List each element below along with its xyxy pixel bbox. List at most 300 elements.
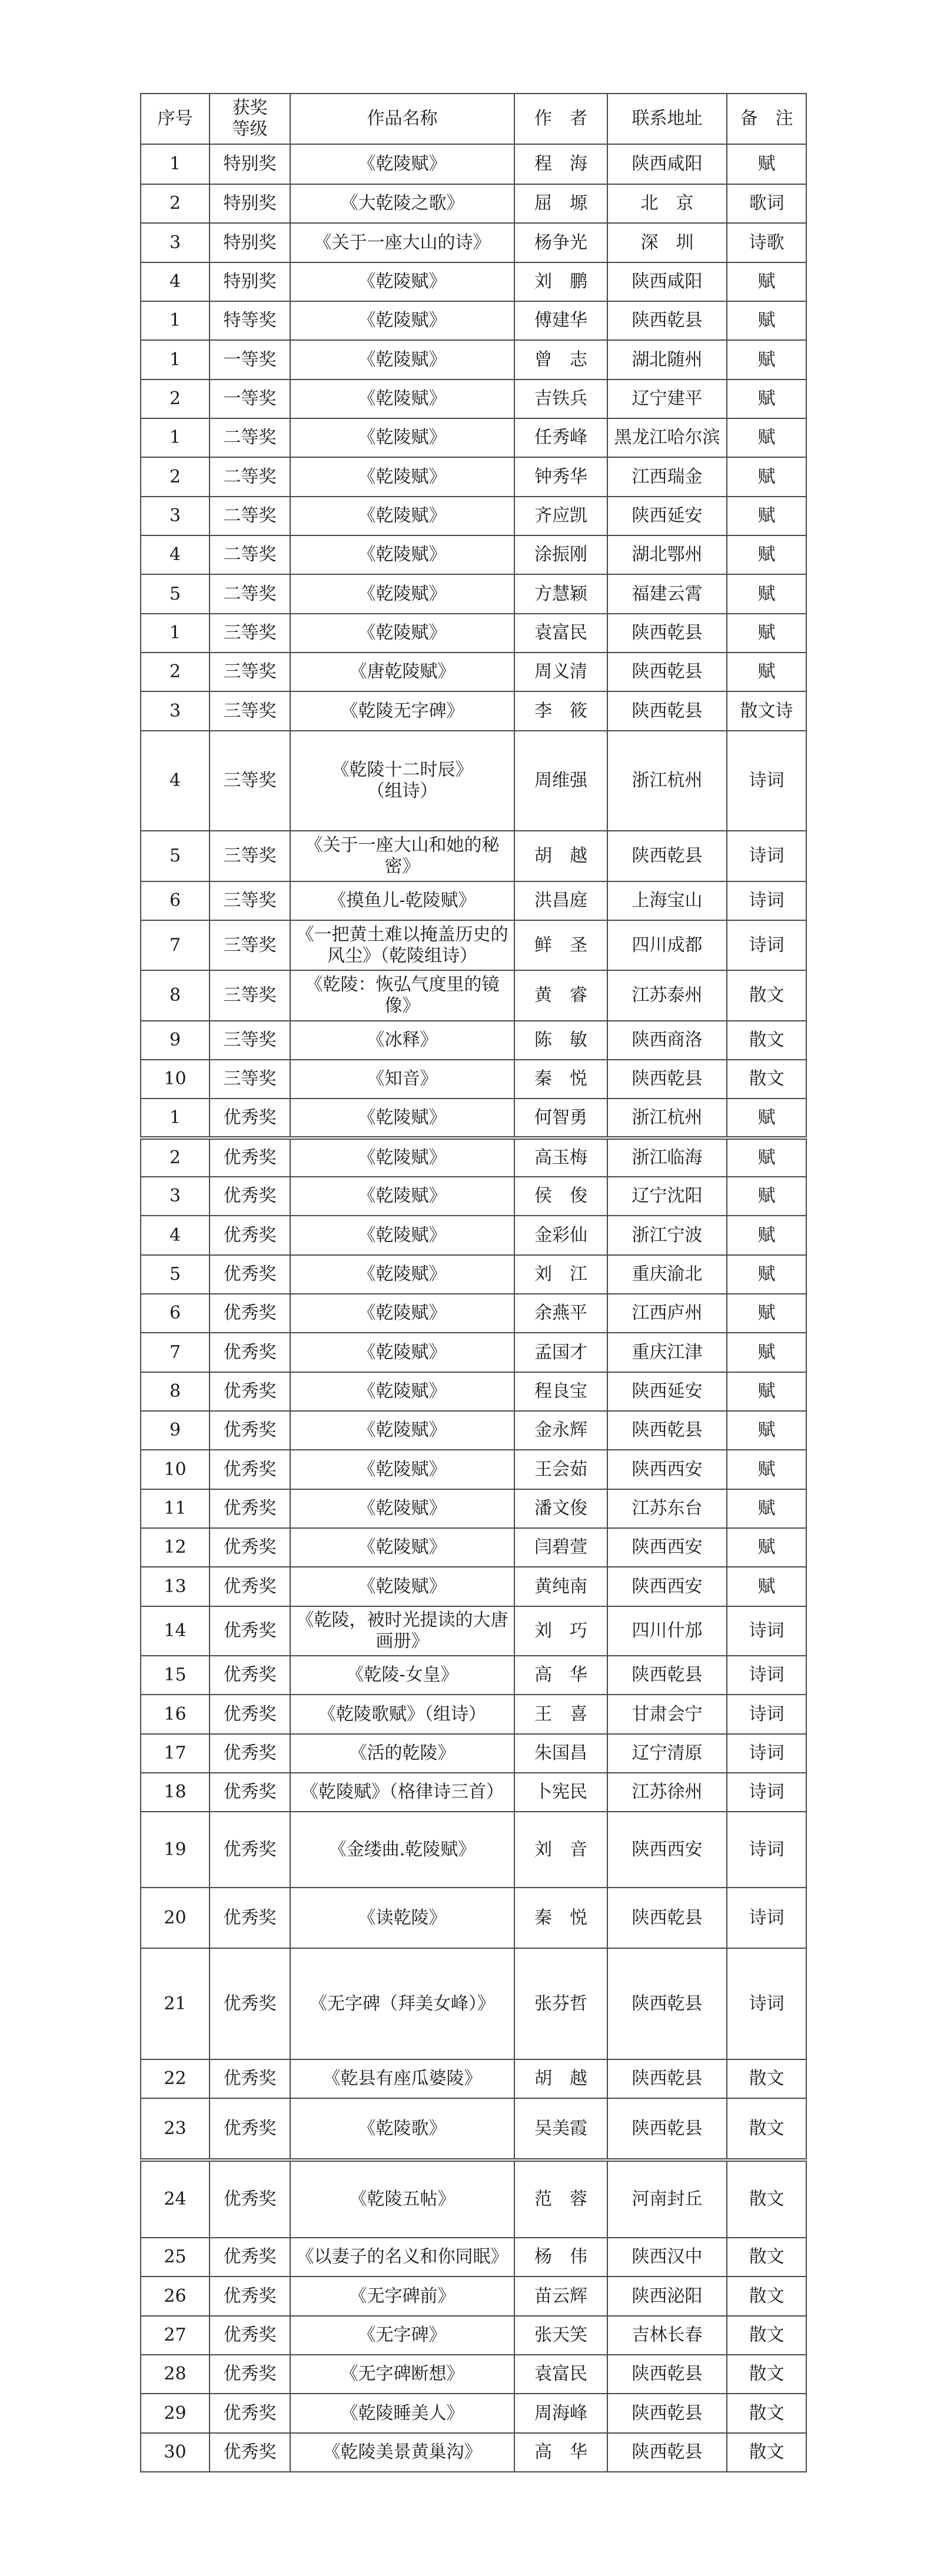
cell-level: 优秀奖 xyxy=(210,2316,290,2355)
cell-title: 《冰释》 xyxy=(290,1021,514,1060)
cell-note: 赋 xyxy=(727,574,806,614)
cell-title: 《唐乾陵赋》 xyxy=(290,653,514,691)
cell-author: 何智勇 xyxy=(514,1099,607,1138)
cell-title: 《乾陵十二时辰》 （组诗） xyxy=(290,731,514,831)
cell-title: 《乾陵赋》 xyxy=(290,497,514,535)
cell-level: 二等奖 xyxy=(210,418,290,457)
cell-note: 赋 xyxy=(727,1450,806,1489)
cell-no: 25 xyxy=(141,2238,210,2277)
cell-note: 散文 xyxy=(727,2238,806,2277)
cell-author: 洪昌庭 xyxy=(514,881,607,920)
cell-author: 王 喜 xyxy=(514,1695,607,1734)
cell-address: 浙江宁波 xyxy=(607,1216,727,1255)
table-row xyxy=(141,301,806,340)
cell-no: 8 xyxy=(141,1372,210,1411)
cell-title: 《无字碑前》 xyxy=(290,2277,514,2316)
cell-address: 陕西乾县 xyxy=(607,1888,727,1948)
cell-note: 散文 xyxy=(727,2277,806,2316)
table-row xyxy=(141,920,806,970)
cell-address: 吉林长春 xyxy=(607,2316,727,2355)
cell-author: 孟国才 xyxy=(514,1333,607,1372)
table-row xyxy=(141,1333,806,1372)
cell-title: 《乾陵赋》 xyxy=(290,535,514,574)
cell-no: 4 xyxy=(141,731,210,831)
cell-note: 赋 xyxy=(727,340,806,380)
cell-level: 优秀奖 xyxy=(210,1695,290,1734)
cell-author: 黄 睿 xyxy=(514,970,607,1021)
cell-author: 李 筱 xyxy=(514,691,607,731)
table-row xyxy=(141,1021,806,1060)
cell-title: 《金缕曲.乾陵赋》 xyxy=(290,1812,514,1888)
cell-no: 4 xyxy=(141,262,210,301)
cell-no: 9 xyxy=(141,1411,210,1450)
table-row xyxy=(141,2355,806,2394)
table-row xyxy=(141,262,806,301)
cell-note: 散文 xyxy=(727,1021,806,1060)
cell-no: 30 xyxy=(141,2433,210,2472)
header-level-text: 获奖 等级 xyxy=(232,98,268,139)
cell-address: 江苏泰州 xyxy=(607,970,727,1021)
cell-author: 秦 悦 xyxy=(514,1060,607,1099)
table-row xyxy=(141,2098,806,2160)
cell-level: 三等奖 xyxy=(210,970,290,1021)
table-row xyxy=(141,731,806,831)
cell-note: 赋 xyxy=(727,1099,806,1138)
cell-note: 赋 xyxy=(727,144,806,184)
cell-level: 优秀奖 xyxy=(210,1773,290,1812)
cell-level: 特别奖 xyxy=(210,184,290,223)
cell-title: 《乾陵：恢弘气度里的镜像》 xyxy=(290,970,514,1021)
cell-author: 程 海 xyxy=(514,144,607,184)
cell-address: 陕西乾县 xyxy=(607,301,727,340)
cell-no: 9 xyxy=(141,1021,210,1060)
cell-note: 赋 xyxy=(727,1411,806,1450)
cell-note: 赋 xyxy=(727,1294,806,1333)
cell-address: 浙江临海 xyxy=(607,1138,727,1177)
cell-author: 方慧颖 xyxy=(514,574,607,614)
cell-note: 赋 xyxy=(727,301,806,340)
cell-no: 7 xyxy=(141,1333,210,1372)
cell-note: 赋 xyxy=(727,380,806,418)
cell-address: 四川成都 xyxy=(607,920,727,970)
cell-address: 陕西乾县 xyxy=(607,691,727,731)
cell-no: 23 xyxy=(141,2098,210,2160)
cell-author: 秦 悦 xyxy=(514,1888,607,1948)
cell-level: 优秀奖 xyxy=(210,1812,290,1888)
cell-title: 《乾陵赋》 xyxy=(290,1450,514,1489)
cell-level: 特别奖 xyxy=(210,144,290,184)
cell-title: 《活的乾陵》 xyxy=(290,1734,514,1773)
cell-address: 陕西西安 xyxy=(607,1567,727,1606)
cell-no: 3 xyxy=(141,223,210,262)
cell-title: 《乾陵赋》 xyxy=(290,1216,514,1255)
table-row xyxy=(141,1734,806,1773)
cell-title: 《乾陵赋》 xyxy=(290,574,514,614)
cell-note: 诗词 xyxy=(727,1888,806,1948)
cell-address: 重庆渝北 xyxy=(607,1255,727,1294)
cell-no: 1 xyxy=(141,301,210,340)
cell-author: 余燕平 xyxy=(514,1294,607,1333)
cell-address: 陕西西安 xyxy=(607,1812,727,1888)
table-row xyxy=(141,2316,806,2355)
cell-no: 2 xyxy=(141,380,210,418)
cell-no: 11 xyxy=(141,1489,210,1528)
cell-level: 优秀奖 xyxy=(210,1372,290,1411)
cell-note: 赋 xyxy=(727,535,806,574)
cell-title: 《乾陵赋》 xyxy=(290,1528,514,1567)
cell-level: 特等奖 xyxy=(210,301,290,340)
cell-note: 散文 xyxy=(727,2098,806,2160)
table-row xyxy=(141,1528,806,1567)
cell-no: 14 xyxy=(141,1606,210,1656)
cell-title: 《乾陵赋》 xyxy=(290,1411,514,1450)
cell-address: 陕西汉中 xyxy=(607,2238,727,2277)
cell-note: 诗词 xyxy=(727,1948,806,2059)
cell-address: 河南封丘 xyxy=(607,2160,727,2238)
cell-note: 散文 xyxy=(727,2394,806,2433)
cell-author: 周义清 xyxy=(514,653,607,691)
cell-author: 程良宝 xyxy=(514,1372,607,1411)
cell-level: 优秀奖 xyxy=(210,1567,290,1606)
cell-note: 诗词 xyxy=(727,1695,806,1734)
cell-no: 22 xyxy=(141,2059,210,2098)
table-row xyxy=(141,535,806,574)
header-row xyxy=(141,94,806,144)
cell-no: 26 xyxy=(141,2277,210,2316)
cell-note: 赋 xyxy=(727,1333,806,1372)
table-row xyxy=(141,144,806,184)
table-row xyxy=(141,1695,806,1734)
cell-title: 《无字碑断想》 xyxy=(290,2355,514,2394)
cell-address: 福建云霄 xyxy=(607,574,727,614)
cell-address: 辽宁清原 xyxy=(607,1734,727,1773)
cell-no: 27 xyxy=(141,2316,210,2355)
cell-note: 诗歌 xyxy=(727,223,806,262)
cell-note: 诗词 xyxy=(727,920,806,970)
cell-no: 29 xyxy=(141,2394,210,2433)
cell-title: 《乾陵赋》 xyxy=(290,262,514,301)
cell-level: 三等奖 xyxy=(210,1060,290,1099)
cell-address: 陕西咸阳 xyxy=(607,144,727,184)
header-address: 联系地址 xyxy=(607,94,727,144)
cell-level: 三等奖 xyxy=(210,691,290,731)
cell-note: 赋 xyxy=(727,1138,806,1177)
cell-level: 优秀奖 xyxy=(210,1656,290,1695)
cell-no: 2 xyxy=(141,457,210,497)
cell-no: 10 xyxy=(141,1060,210,1099)
cell-author: 曾 志 xyxy=(514,340,607,380)
cell-note: 散文诗 xyxy=(727,691,806,731)
cell-note: 诗词 xyxy=(727,731,806,831)
table-row xyxy=(141,831,806,881)
award-list-table xyxy=(140,93,807,2472)
table-row xyxy=(141,970,806,1021)
cell-title: 《乾陵赋》 xyxy=(290,1489,514,1528)
table-row xyxy=(141,1099,806,1138)
cell-address: 陕西乾县 xyxy=(607,2355,727,2394)
cell-level: 二等奖 xyxy=(210,497,290,535)
cell-title: 《乾陵赋》 xyxy=(290,301,514,340)
cell-no: 10 xyxy=(141,1450,210,1489)
cell-note: 赋 xyxy=(727,418,806,457)
cell-no: 3 xyxy=(141,691,210,731)
cell-author: 胡 越 xyxy=(514,831,607,881)
table-row xyxy=(141,2160,806,2238)
cell-author: 黄纯南 xyxy=(514,1567,607,1606)
cell-title: 《乾陵歌赋》（组诗） xyxy=(290,1695,514,1734)
cell-title: 《关于一座大山和她的秘密》 xyxy=(290,831,514,881)
cell-address: 陕西西安 xyxy=(607,1450,727,1489)
cell-no: 13 xyxy=(141,1567,210,1606)
cell-author: 金永辉 xyxy=(514,1411,607,1450)
table-row xyxy=(141,2059,806,2098)
cell-author: 刘 巧 xyxy=(514,1606,607,1656)
cell-note: 赋 xyxy=(727,262,806,301)
cell-level: 优秀奖 xyxy=(210,1606,290,1656)
cell-address: 陕西乾县 xyxy=(607,2394,727,2433)
cell-address: 陕西泌阳 xyxy=(607,2277,727,2316)
cell-title: 《知音》 xyxy=(290,1060,514,1099)
cell-level: 一等奖 xyxy=(210,380,290,418)
cell-note: 赋 xyxy=(727,614,806,653)
cell-author: 胡 越 xyxy=(514,2059,607,2098)
cell-author: 杨 伟 xyxy=(514,2238,607,2277)
cell-note: 赋 xyxy=(727,457,806,497)
table-row xyxy=(141,1656,806,1695)
cell-note: 赋 xyxy=(727,653,806,691)
cell-note: 诗词 xyxy=(727,831,806,881)
cell-level: 二等奖 xyxy=(210,574,290,614)
table-row xyxy=(141,1372,806,1411)
cell-title: 《一把黄土难以掩盖历史的风尘》（乾陵组诗） xyxy=(290,920,514,970)
cell-address: 陕西乾县 xyxy=(607,1411,727,1450)
cell-note: 赋 xyxy=(727,1177,806,1216)
cell-address: 甘肃会宁 xyxy=(607,1695,727,1734)
cell-no: 1 xyxy=(141,1099,210,1138)
cell-author: 高玉梅 xyxy=(514,1138,607,1177)
cell-title: 《以妻子的名义和你同眠》 xyxy=(290,2238,514,2277)
cell-title: 《乾陵美景黄巢沟》 xyxy=(290,2433,514,2472)
table-row xyxy=(141,380,806,418)
table-row xyxy=(141,881,806,920)
cell-author: 王会茹 xyxy=(514,1450,607,1489)
cell-no: 6 xyxy=(141,1294,210,1333)
cell-title: 《读乾陵》 xyxy=(290,1888,514,1948)
cell-no: 28 xyxy=(141,2355,210,2394)
table-row xyxy=(141,614,806,653)
cell-author: 苗云辉 xyxy=(514,2277,607,2316)
header-level xyxy=(210,94,290,144)
cell-note: 散文 xyxy=(727,2316,806,2355)
table-row xyxy=(141,574,806,614)
cell-address: 辽宁建平 xyxy=(607,380,727,418)
cell-author: 张天笑 xyxy=(514,2316,607,2355)
cell-level: 优秀奖 xyxy=(210,2160,290,2238)
cell-title: 《大乾陵之歌》 xyxy=(290,184,514,223)
cell-author: 闫碧萱 xyxy=(514,1528,607,1567)
table-row xyxy=(141,457,806,497)
cell-level: 三等奖 xyxy=(210,1021,290,1060)
cell-note: 诗词 xyxy=(727,1656,806,1695)
table-row xyxy=(141,1411,806,1450)
cell-author: 鲜 圣 xyxy=(514,920,607,970)
table-row xyxy=(141,1773,806,1812)
cell-no: 4 xyxy=(141,535,210,574)
table-row xyxy=(141,497,806,535)
table-row xyxy=(141,1138,806,1177)
cell-title: 《摸鱼儿-乾陵赋》 xyxy=(290,881,514,920)
cell-no: 16 xyxy=(141,1695,210,1734)
cell-address: 陕西咸阳 xyxy=(607,262,727,301)
cell-title: 《乾陵歌》 xyxy=(290,2098,514,2160)
table-body xyxy=(141,144,806,2472)
table-row xyxy=(141,223,806,262)
cell-title: 《乾陵赋》 xyxy=(290,1567,514,1606)
cell-address: 陕西乾县 xyxy=(607,1656,727,1695)
cell-no: 7 xyxy=(141,920,210,970)
cell-no: 1 xyxy=(141,418,210,457)
cell-address: 北 京 xyxy=(607,184,727,223)
cell-author: 刘 音 xyxy=(514,1812,607,1888)
table-row xyxy=(141,1567,806,1606)
cell-no: 2 xyxy=(141,1138,210,1177)
table-row xyxy=(141,1606,806,1656)
cell-address: 陕西延安 xyxy=(607,1372,727,1411)
cell-address: 浙江杭州 xyxy=(607,731,727,831)
cell-note: 散文 xyxy=(727,2355,806,2394)
cell-level: 优秀奖 xyxy=(210,1734,290,1773)
table-row xyxy=(141,653,806,691)
cell-address: 黑龙江哈尔滨 xyxy=(607,418,727,457)
cell-author: 陈 敏 xyxy=(514,1021,607,1060)
table-row xyxy=(141,1294,806,1333)
table-row xyxy=(141,1216,806,1255)
cell-note: 赋 xyxy=(727,1372,806,1411)
cell-no: 5 xyxy=(141,574,210,614)
header-author: 作 者 xyxy=(514,94,607,144)
cell-title: 《乾陵赋》 xyxy=(290,457,514,497)
cell-author: 涂振刚 xyxy=(514,535,607,574)
cell-no: 5 xyxy=(141,831,210,881)
cell-level: 优秀奖 xyxy=(210,2433,290,2472)
cell-no: 18 xyxy=(141,1773,210,1812)
cell-level: 优秀奖 xyxy=(210,2059,290,2098)
cell-level: 三等奖 xyxy=(210,831,290,881)
cell-title: 《关于一座大山的诗》 xyxy=(290,223,514,262)
header-note: 备 注 xyxy=(727,94,806,144)
table-row xyxy=(141,340,806,380)
cell-level: 优秀奖 xyxy=(210,1099,290,1138)
cell-note: 赋 xyxy=(727,497,806,535)
cell-note: 赋 xyxy=(727,1567,806,1606)
table-row xyxy=(141,1489,806,1528)
cell-note: 赋 xyxy=(727,1255,806,1294)
cell-author: 范 蓉 xyxy=(514,2160,607,2238)
cell-address: 陕西商洛 xyxy=(607,1021,727,1060)
cell-no: 21 xyxy=(141,1948,210,2059)
cell-level: 优秀奖 xyxy=(210,1411,290,1450)
cell-no: 4 xyxy=(141,1216,210,1255)
cell-level: 优秀奖 xyxy=(210,1489,290,1528)
cell-no: 3 xyxy=(141,497,210,535)
cell-level: 优秀奖 xyxy=(210,1528,290,1567)
cell-level: 优秀奖 xyxy=(210,1333,290,1372)
cell-title: 《乾陵赋》 xyxy=(290,1294,514,1333)
cell-address: 陕西乾县 xyxy=(607,1060,727,1099)
cell-address: 陕西乾县 xyxy=(607,1948,727,2059)
cell-author: 屈 塬 xyxy=(514,184,607,223)
cell-author: 傅建华 xyxy=(514,301,607,340)
cell-title: 《乾陵赋》 xyxy=(290,380,514,418)
cell-address: 深 圳 xyxy=(607,223,727,262)
cell-note: 散文 xyxy=(727,1060,806,1099)
cell-level: 三等奖 xyxy=(210,614,290,653)
cell-title: 《乾陵赋》 xyxy=(290,1138,514,1177)
cell-address: 江苏东台 xyxy=(607,1489,727,1528)
cell-no: 1 xyxy=(141,144,210,184)
table-row xyxy=(141,2433,806,2472)
cell-author: 钟秀华 xyxy=(514,457,607,497)
cell-title: 《无字碑》 xyxy=(290,2316,514,2355)
cell-author: 侯 俊 xyxy=(514,1177,607,1216)
cell-level: 优秀奖 xyxy=(210,2355,290,2394)
table-row xyxy=(141,2277,806,2316)
cell-address: 陕西乾县 xyxy=(607,614,727,653)
cell-title: 《乾陵赋》 xyxy=(290,1372,514,1411)
cell-no: 24 xyxy=(141,2160,210,2238)
cell-level: 优秀奖 xyxy=(210,1450,290,1489)
cell-note: 赋 xyxy=(727,1216,806,1255)
cell-author: 袁富民 xyxy=(514,614,607,653)
cell-title: 《无字碑（拜美女峰）》 xyxy=(290,1948,514,2059)
cell-level: 三等奖 xyxy=(210,920,290,970)
cell-address: 浙江杭州 xyxy=(607,1099,727,1138)
cell-author: 张芬哲 xyxy=(514,1948,607,2059)
cell-note: 散文 xyxy=(727,970,806,1021)
cell-no: 1 xyxy=(141,614,210,653)
cell-address: 陕西乾县 xyxy=(607,2059,727,2098)
cell-author: 周维强 xyxy=(514,731,607,831)
cell-author: 潘文俊 xyxy=(514,1489,607,1528)
cell-note: 散文 xyxy=(727,2160,806,2238)
cell-level: 优秀奖 xyxy=(210,1138,290,1177)
cell-level: 优秀奖 xyxy=(210,1294,290,1333)
cell-title: 《乾陵赋》 xyxy=(290,340,514,380)
cell-address: 陕西乾县 xyxy=(607,2433,727,2472)
cell-address: 陕西延安 xyxy=(607,497,727,535)
table-row xyxy=(141,1255,806,1294)
cell-level: 二等奖 xyxy=(210,457,290,497)
cell-title: 《乾陵赋》 xyxy=(290,614,514,653)
cell-title: 《乾陵赋》 xyxy=(290,418,514,457)
cell-title: 《乾陵-女皇》 xyxy=(290,1656,514,1695)
cell-no: 3 xyxy=(141,1177,210,1216)
cell-title: 《乾陵，被时光提读的大唐画册》 xyxy=(290,1606,514,1656)
cell-address: 重庆江津 xyxy=(607,1333,727,1372)
cell-author: 吉铁兵 xyxy=(514,380,607,418)
cell-title: 《乾陵赋》 xyxy=(290,1099,514,1138)
cell-title: 《乾陵赋》（格律诗三首） xyxy=(290,1773,514,1812)
cell-level: 特别奖 xyxy=(210,262,290,301)
cell-address: 陕西乾县 xyxy=(607,831,727,881)
cell-author: 齐应凯 xyxy=(514,497,607,535)
cell-author: 朱国昌 xyxy=(514,1734,607,1773)
table-row xyxy=(141,691,806,731)
cell-no: 8 xyxy=(141,970,210,1021)
cell-author: 杨争光 xyxy=(514,223,607,262)
cell-author: 袁富民 xyxy=(514,2355,607,2394)
cell-author: 卜宪民 xyxy=(514,1773,607,1812)
